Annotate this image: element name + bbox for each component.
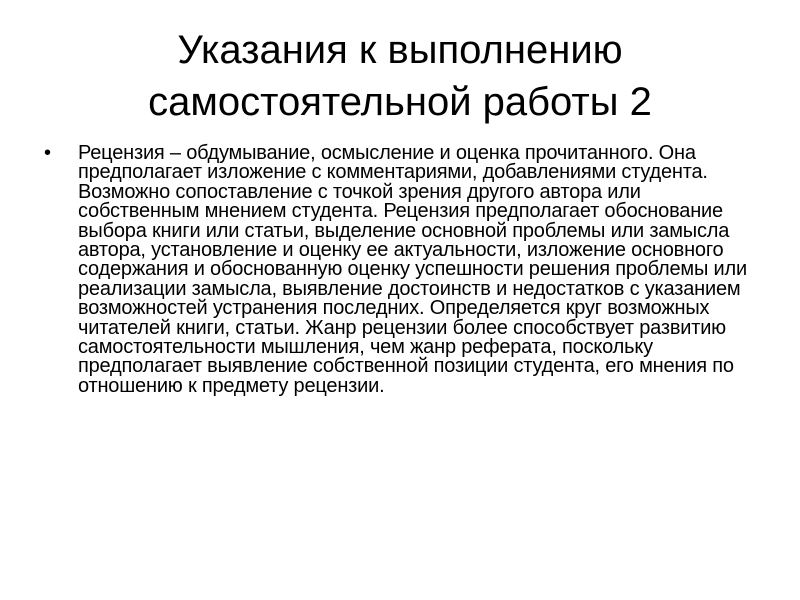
slide-title bbox=[40, 24, 760, 128]
bullet-marker: • bbox=[44, 142, 51, 164]
bullet-text: Рецензия – обдумывание, осмысление и оценка прочитанного. Она предполагает изложение с комментариями, добавлениями студента. Возможно сопоставление с точкой зрения другого автора или собственным мнением студента. Рецензия предполагает обоснование выбора книги или статьи, выделение основной проблемы или замысла автора, установление и оценку ее актуальности, изложение основного содержания и обоснованную оценку успешности решения проблемы или реализации замысла, выявление достоинств и недостатков с указанием возможностей устранения последних. Определяется круг возможных читателей книги, статьи. Жанр рецензии более способствует развитию самостоятельности мышления, чем жанр реферата, поскольку предполагает выявление собственной позиции студента, его мнения по отношению к предмету рецензии. bbox=[78, 142, 747, 397]
bullet-list bbox=[44, 144, 760, 396]
bullet-item bbox=[44, 144, 760, 396]
slide-title-line1: Указания к выполнению bbox=[177, 28, 623, 72]
slide-title-line2: самостоятельной работы 2 bbox=[148, 80, 652, 124]
